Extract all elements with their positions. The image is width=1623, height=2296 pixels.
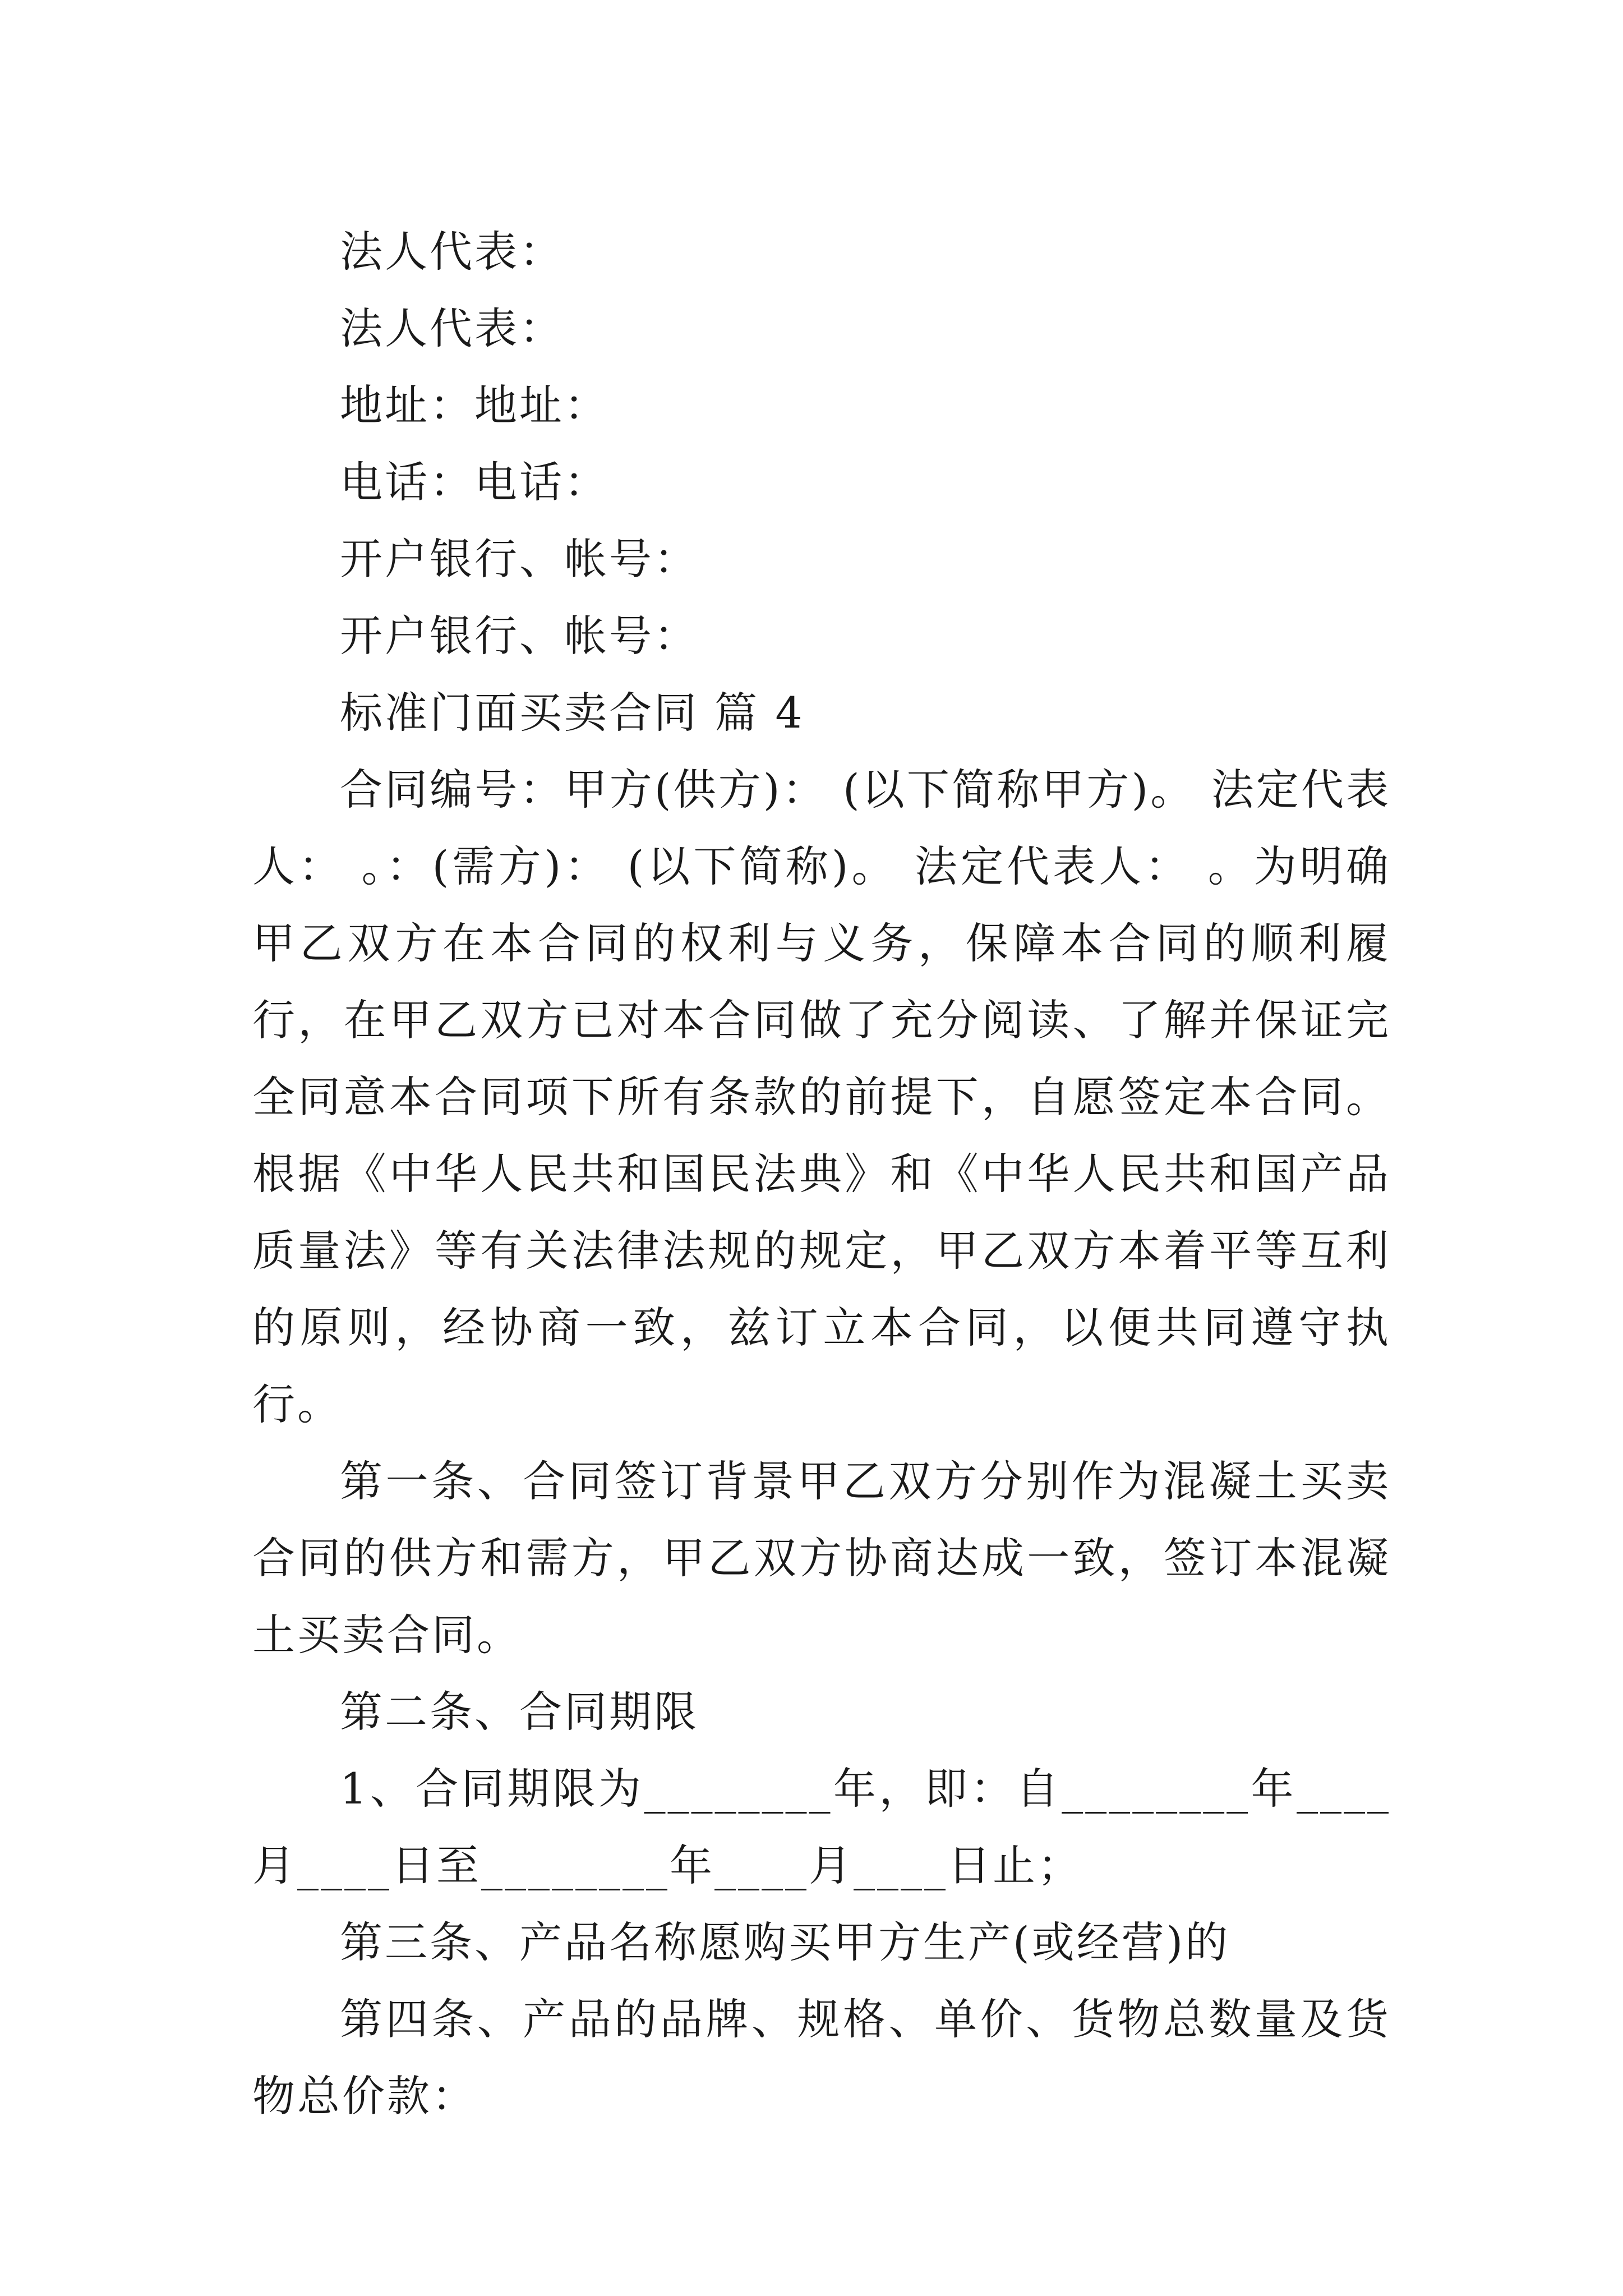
- article-2-heading: 第二条、合同期限: [340, 1687, 699, 1737]
- document-body: [252, 213, 1391, 2134]
- bank-account-line-1: 开户银行、帐号：: [340, 534, 699, 584]
- bank-account-line-2: 开户银行、帐号：: [340, 611, 699, 661]
- legal-rep-line-1: 法人代表：: [340, 227, 564, 277]
- contract-term-paragraph: 1、合同期限为________年，即：自________年____月____日至________年____月____日止；: [252, 1764, 1391, 1890]
- address-line: 地址：地址：: [340, 380, 609, 430]
- article-4-paragraph: 第四条、产品的品牌、规格、单价、货物总数量及货物总价款：: [252, 1994, 1391, 2121]
- article-3-paragraph: 第三条、产品名称愿购买甲方生产(或经营)的: [340, 1917, 1230, 1967]
- phone-line: 电话：电话：: [340, 457, 609, 507]
- contract-intro-paragraph: 合同编号：甲方(供方)： (以下简称甲方)。 法定代表人： 。：(需方)： (以下简称)。 法定代表人： 。为明确甲乙双方在本合同的权利与义务，保障本合同的顺利履行，在甲乙双方已对本合同做了充分阅读、了解并保证完全同意本合同项下所有条款的前提下，自愿签定本合同。根据《中华人民共和国民法典》和《中华人民共和国产品质量法》等有关法律法规的规定，甲乙双方本着平等互利的原则，经协商一致，兹订立本合同，以便共同遵守执行。: [252, 765, 1391, 1429]
- section-title: 标准门面买卖合同 篇 4: [340, 688, 805, 738]
- article-1-paragraph: 第一条、合同签订背景甲乙双方分别作为混凝土买卖合同的供方和需方，甲乙双方协商达成一致，签订本混凝土买卖合同。: [252, 1456, 1391, 1660]
- legal-rep-line-2: 法人代表：: [340, 303, 564, 353]
